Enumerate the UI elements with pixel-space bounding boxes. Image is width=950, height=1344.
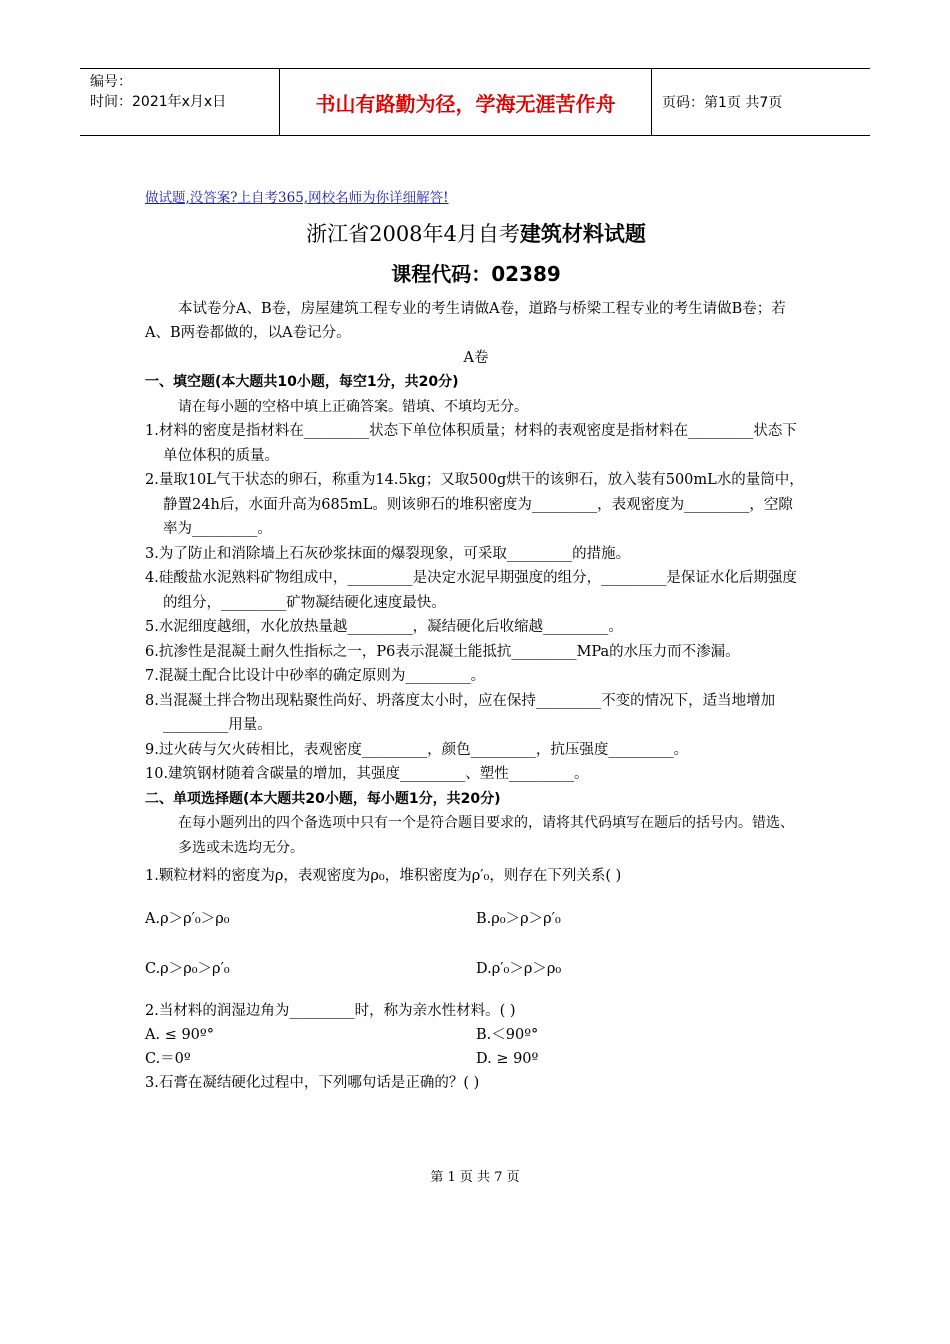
- exam-title: [145, 217, 807, 251]
- section2-title: 二、单项选择题(本大题共20小题，每小题1分，共20分): [145, 790, 501, 807]
- page-footer: 第 1 页 共 7 页: [430, 1170, 520, 1185]
- question: 2.当材料的润湿边角为_________时，称为亲水性材料。( ): [145, 1002, 516, 1019]
- option: B.＜90º°: [476, 1027, 539, 1043]
- promo-link[interactable]: 做试题,没答案?上自考365,网校名师为你详细解答!: [145, 190, 449, 206]
- title-prefix: 浙江省2008年4月自考: [306, 221, 520, 246]
- page-header: [80, 68, 870, 136]
- options-row: [145, 1047, 807, 1071]
- section2-instruction: 在每小题列出的四个备选项中只有一个是符合题目要求的，请将其代码填写在题后的括号内。错选、多选或未选均无分。: [178, 815, 794, 856]
- question: 10.建筑钢材随着含碳量的增加，其强度_________、塑性_________。: [145, 766, 589, 782]
- options-row: [145, 1023, 807, 1047]
- option: C.ρ＞ρ₀＞ρ′₀: [145, 960, 230, 977]
- option: D. ≥ 90º: [476, 1051, 539, 1067]
- paper-a-label: A卷: [463, 349, 489, 366]
- options-row: [145, 957, 807, 981]
- title-bold: 建筑材料试题: [519, 221, 646, 246]
- header-meta: [80, 69, 280, 135]
- time-label: 时间：2021年x月x日: [90, 94, 227, 110]
- question: 3.石膏在凝结硬化过程中，下列哪句话是正确的？( ): [145, 1075, 480, 1091]
- document-body: [145, 186, 807, 1096]
- question: 3.为了防止和消除墙上石灰砂浆抹面的爆裂现象，可采取_________的措施。: [145, 545, 631, 562]
- question: 2.量取10L气干状态的卵石，称重为14.5kg；又取500g烘干的该卵石，放入装有500mL水的量筒中，静置24h后，水面升高为685mL。则该卵石的堆积密度为_________，表观密度为_________，空隙率为_________。: [145, 472, 804, 537]
- question: 7.混凝土配合比设计中砂率的确定原则为_________。: [145, 668, 486, 684]
- option: A.ρ＞ρ′₀＞ρ₀: [145, 910, 230, 927]
- header-slogan: 书山有路勤为径，学海无涯苦作舟: [280, 69, 652, 135]
- question: 5.水泥细度越细，水化放热量越_________，凝结硬化后收缩越_________。: [145, 619, 623, 635]
- header-page-label: 页码：第1页 共7页: [662, 95, 783, 111]
- options-row: [145, 907, 807, 931]
- question: 8.当混凝土拌合物出现粘聚性尚好、坍落度太小时，应在保持_________不变的情况下，适当地增加_________用量。: [145, 692, 776, 733]
- question: 4.硅酸盐水泥熟料矿物组成中，_________是决定水泥早期强度的组分，_________是保证水化后期强度的组分，_________矿物凝结硬化速度最快。: [145, 570, 797, 611]
- option: C.＝0º: [145, 1051, 191, 1067]
- section1-title: 一、填空题(本大题共10小题，每空1分，共20分): [145, 374, 459, 390]
- section1-instruction: 请在每小题的空格中填上正确答案。错填、不填均无分。: [178, 398, 528, 415]
- question: 6.抗渗性是混凝土耐久性指标之一，P6表示混凝土能抵抗_________MPa的水压力而不渗漏。: [145, 643, 740, 660]
- intro-paragraph: 本试卷分A、B卷，房屋建筑工程专业的考生请做A卷，道路与桥梁工程专业的考生请做B卷；若A、B两卷都做的，以A卷记分。: [145, 300, 786, 341]
- option: D.ρ′₀＞ρ＞ρ₀: [476, 960, 562, 977]
- option: B.ρ₀＞ρ＞ρ′₀: [476, 910, 561, 927]
- question: 9.过火砖与欠火砖相比，表观密度_________，颜色_________，抗压强度_________。: [145, 741, 689, 758]
- option: A. ≤ 90º°: [145, 1027, 214, 1043]
- course-code: 课程代码：02389: [391, 261, 561, 286]
- number-label: 编号：: [90, 74, 132, 90]
- question: 1.颗粒材料的密度为ρ，表观密度为ρ₀，堆积密度为ρ′₀，则存在下列关系( ): [145, 868, 622, 884]
- question: 1.材料的密度是指材料在_________状态下单位体积质量；材料的表观密度是指材料在_________状态下单位体积的质量。: [145, 423, 797, 464]
